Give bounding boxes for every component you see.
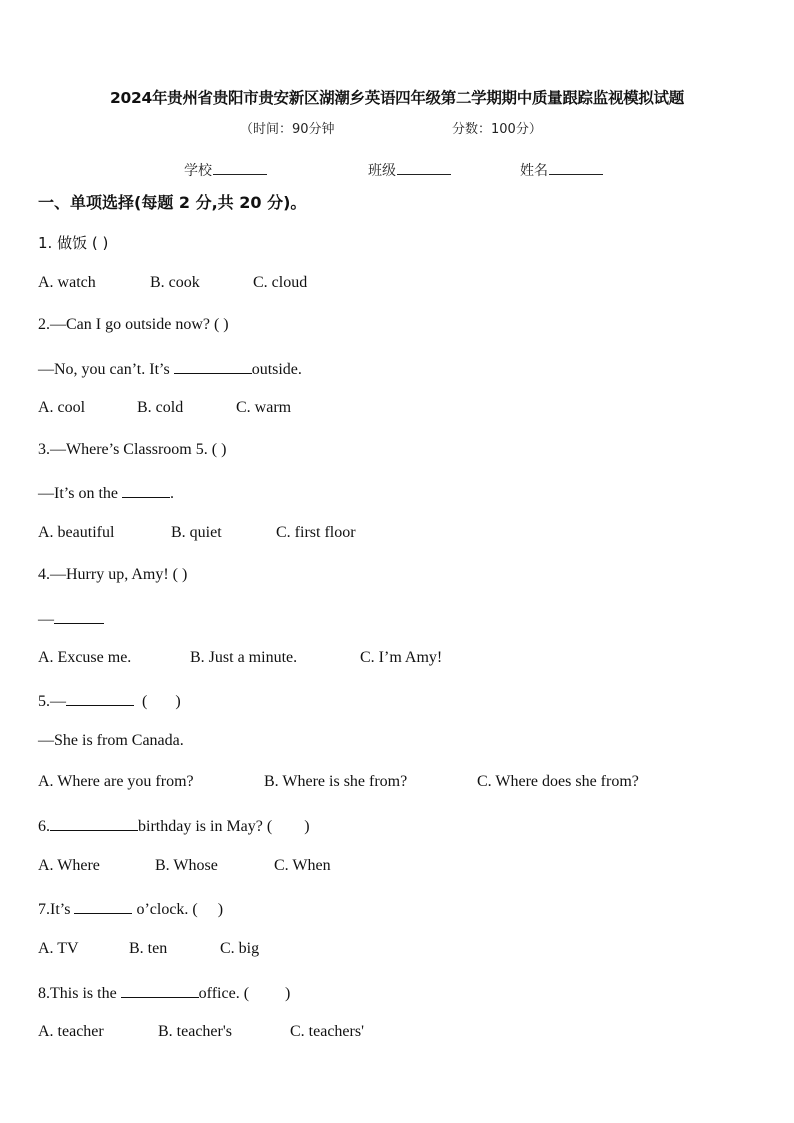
q3-line2-pre: —It’s on the (38, 485, 122, 502)
question-5-stem (38, 690, 181, 711)
name-field (520, 160, 603, 180)
q2-option-b[interactable]: B. cold (137, 399, 184, 416)
class-field (368, 160, 451, 180)
q1-option-a[interactable]: A. watch (38, 274, 96, 291)
q8-option-a[interactable]: A. teacher (38, 1023, 104, 1040)
q5-stem-post: ( ) (134, 693, 181, 710)
q6-option-b[interactable]: B. Whose (155, 857, 218, 874)
q2-option-c[interactable]: C. warm (236, 399, 292, 416)
q4-option-c[interactable]: C. I’m Amy! (360, 649, 443, 666)
q2-line2-post: outside. (251, 361, 302, 378)
question-5-line2: —She is from Canada. (38, 732, 184, 749)
question-6-stem (38, 815, 310, 836)
question-4-stem: 4.—Hurry up, Amy! ( ) (38, 566, 188, 583)
q7-stem-post: o’clock. ( ) (132, 901, 224, 918)
q2-option-a[interactable]: A. cool (38, 399, 86, 416)
question-3-stem: 3.—Where’s Classroom 5. ( ) (38, 441, 227, 458)
q8-option-b[interactable]: B. teacher's (158, 1023, 232, 1040)
question-2-stem: 2.—Can I go outside now? ( ) (38, 316, 229, 333)
name-blank[interactable] (549, 160, 603, 175)
q5-option-b[interactable]: B. Where is she from? (264, 773, 408, 790)
q3-option-c[interactable]: C. first floor (276, 524, 356, 541)
exam-score: 分数：100分） (452, 122, 542, 137)
q7-option-b[interactable]: B. ten (129, 940, 168, 957)
q7-stem-pre: 7.It’s (38, 901, 75, 918)
q4-option-a[interactable]: A. Excuse me. (38, 649, 132, 666)
question-3-line2 (38, 482, 174, 503)
exam-time: （时间：90分钟 (240, 122, 335, 137)
q3-option-a[interactable]: A. beautiful (38, 524, 115, 541)
question-4-line2 (38, 608, 104, 629)
name-label: 姓名 (520, 163, 548, 179)
section-heading: 一、单项选择(每题 2 分,共 20 分)。 (38, 193, 307, 212)
q7-blank[interactable] (74, 898, 132, 914)
q2-blank[interactable] (174, 358, 252, 374)
q8-stem-post: office. ( ) (198, 985, 291, 1002)
q3-option-b[interactable]: B. quiet (171, 524, 222, 541)
q3-blank[interactable] (122, 482, 170, 498)
school-label: 学校 (184, 163, 212, 179)
q8-option-c[interactable]: C. teachers' (290, 1023, 364, 1040)
q6-stem-pre: 6. (38, 818, 50, 835)
q6-blank[interactable] (50, 815, 138, 831)
q2-line2-pre: —No, you can’t. It’s (38, 361, 174, 378)
q1-option-b[interactable]: B. cook (150, 274, 200, 291)
q7-option-c[interactable]: C. big (220, 940, 260, 957)
q4-line2-pre: — (38, 611, 54, 628)
q6-stem-post: birthday is in May? ( ) (138, 818, 310, 835)
school-blank[interactable] (213, 160, 267, 175)
q1-option-c[interactable]: C. cloud (253, 274, 308, 291)
q4-blank[interactable] (54, 608, 104, 624)
q8-blank[interactable] (121, 982, 199, 998)
q6-option-a[interactable]: A. Where (38, 857, 100, 874)
question-1-stem: 1. 做饭 ( ) (38, 234, 109, 252)
exam-title: 2024年贵州省贵阳市贵安新区湖潮乡英语四年级第二学期期中质量跟踪监视模拟试题 (110, 89, 684, 107)
question-2-line2 (38, 358, 302, 379)
q4-option-b[interactable]: B. Just a minute. (190, 649, 298, 666)
school-field (184, 160, 267, 180)
question-8-stem (38, 982, 290, 1003)
q8-stem-pre: 8.This is the (38, 985, 121, 1002)
q6-option-c[interactable]: C. When (274, 857, 331, 874)
q5-blank[interactable] (66, 690, 134, 706)
q3-line2-post: . (170, 485, 174, 502)
q5-stem-pre: 5.— (38, 693, 66, 710)
q5-option-a[interactable]: A. Where are you from? (38, 773, 194, 790)
class-label: 班级 (368, 163, 396, 179)
q7-option-a[interactable]: A. TV (38, 940, 79, 957)
class-blank[interactable] (397, 160, 451, 175)
question-7-stem (38, 898, 223, 919)
q5-option-c[interactable]: C. Where does she from? (477, 773, 639, 790)
